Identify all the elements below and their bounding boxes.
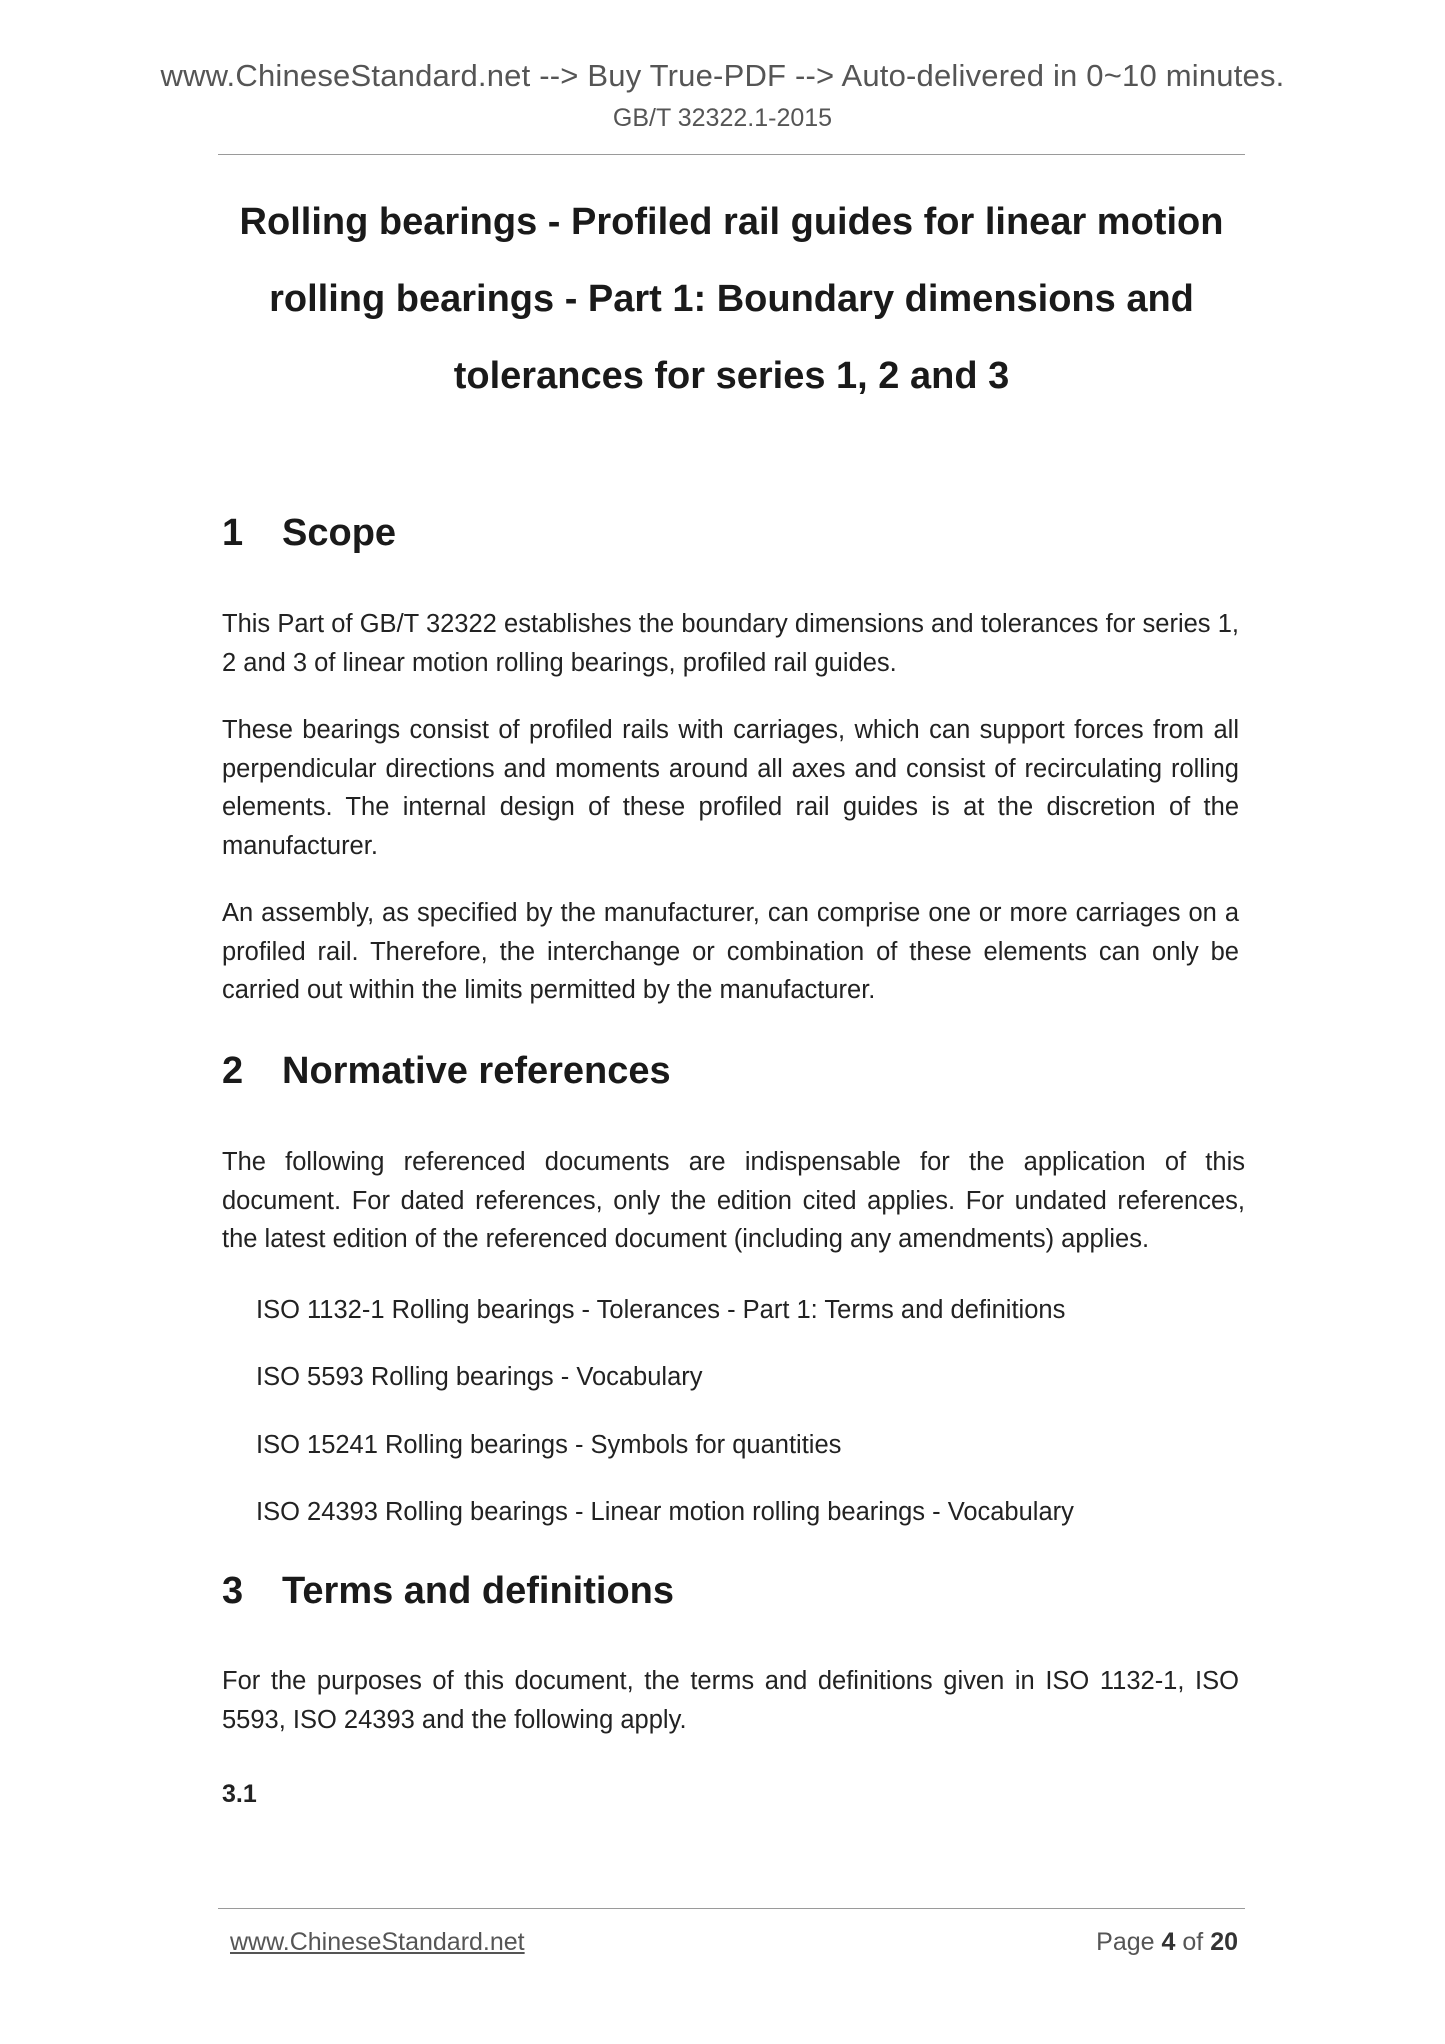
- section-2-heading: [222, 1050, 671, 1093]
- references-intro-paragraph: The following referenced documents are indispensable for the application of this document. For dated references, only the edition cited applies. For undated references, the latest edition of the referenced document (including any amendments) applies.: [222, 1148, 1245, 1253]
- document-title: [218, 184, 1245, 415]
- title-line-1: Rolling bearings - Profiled rail guides for linear motion: [239, 201, 1224, 243]
- footer-site-link[interactable]: www.ChineseStandard.net: [230, 1928, 525, 1956]
- reference-item: ISO 5593 Rolling bearings - Vocabulary: [256, 1363, 703, 1391]
- reference-item: ISO 24393 Rolling bearings - Linear motion rolling bearings - Vocabulary: [256, 1498, 1074, 1526]
- section-title: Scope: [282, 512, 397, 554]
- page-of: of: [1182, 1928, 1204, 1956]
- page-prefix: Page: [1096, 1928, 1155, 1956]
- reference-item: ISO 1132-1 Rolling bearings - Tolerances - Part 1: Terms and definitions: [256, 1296, 1066, 1324]
- footer-divider: [218, 1908, 1245, 1909]
- header-divider: [218, 154, 1245, 155]
- clause-number: 3.1: [222, 1780, 257, 1808]
- page-total: 20: [1210, 1928, 1238, 1956]
- page-current: 4: [1161, 1928, 1176, 1956]
- section-title: Normative references: [282, 1050, 671, 1092]
- title-line-3: tolerances for series 1, 2 and 3: [453, 355, 1010, 397]
- section-3-heading: [222, 1570, 674, 1613]
- scope-paragraph-3: An assembly, as specified by the manufacturer, can comprise one or more carriages on a profiled rail. Therefore, the interchange or combination of these elements can only be carried out within the limits permitted by the manufacturer.: [222, 899, 1239, 1004]
- scope-paragraph-1: This Part of GB/T 32322 establishes the boundary dimensions and tolerances for series 1, 2 and 3 of linear motion rolling bearings, profiled rail guides.: [222, 610, 1239, 677]
- section-number: 2: [222, 1050, 244, 1092]
- section-number: 1: [222, 512, 244, 554]
- reference-item: ISO 15241 Rolling bearings - Symbols for quantities: [256, 1431, 842, 1459]
- scope-paragraph-2: These bearings consist of profiled rails with carriages, which can support forces from all perpendicular directions and moments around all axes and consist of recirculating rolling elements. The internal design of these profiled rail guides is at the discretion of the manufacturer.: [222, 716, 1239, 860]
- section-1-heading: [222, 512, 396, 555]
- section-title: Terms and definitions: [282, 1570, 675, 1612]
- title-line-2: rolling bearings - Part 1: Boundary dimensions and: [269, 278, 1194, 320]
- section-number: 3: [222, 1570, 244, 1612]
- site-banner: www.ChineseStandard.net --> Buy True-PDF --> Auto-delivered in 0~10 minutes.: [160, 58, 1285, 93]
- page-indicator: [1096, 1928, 1238, 1957]
- standard-code: GB/T 32322.1-2015: [612, 104, 833, 132]
- terms-intro-paragraph: For the purposes of this document, the terms and definitions given in ISO 1132-1, ISO 5593, ISO 24393 and the following apply.: [222, 1667, 1239, 1734]
